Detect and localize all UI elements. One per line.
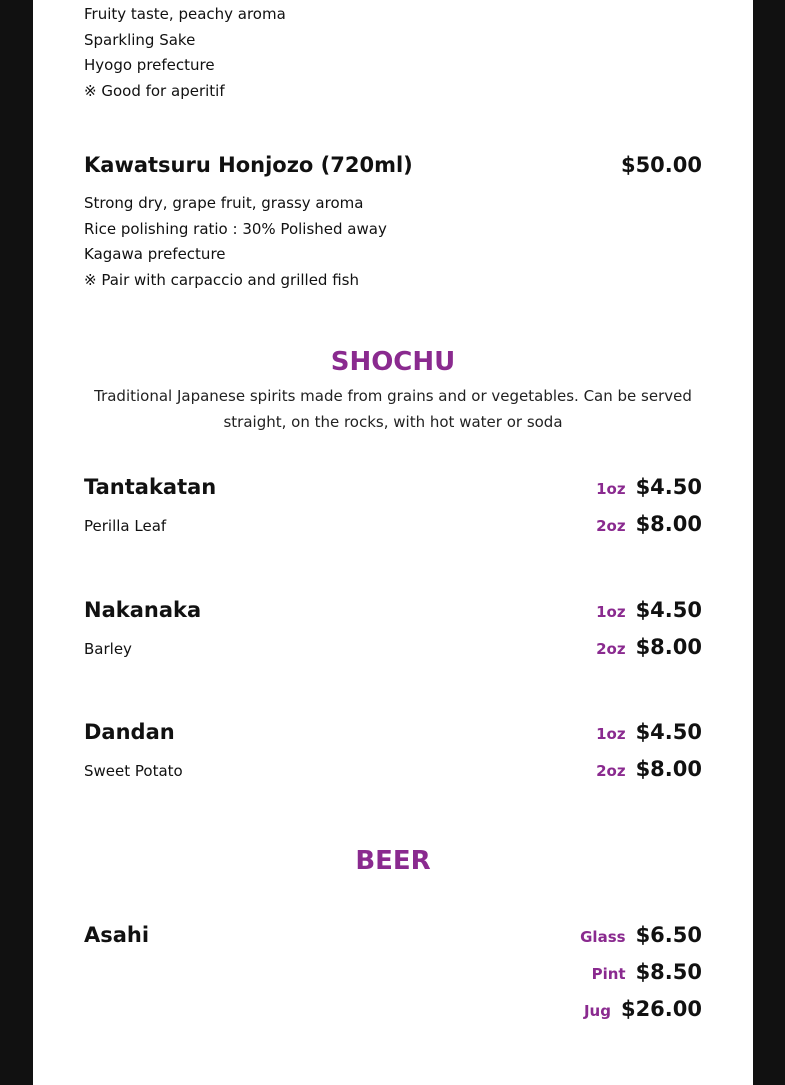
desc-line: Sparkling Sake bbox=[84, 30, 196, 49]
size-label: Pint bbox=[591, 965, 626, 983]
size-label: 1oz bbox=[596, 603, 626, 621]
size-label: 2oz bbox=[596, 517, 626, 535]
desc-line: Strong dry, grape fruit, grassy aroma bbox=[84, 194, 364, 212]
size-label: Glass bbox=[580, 928, 626, 946]
price-row bbox=[596, 473, 702, 501]
menu-panel bbox=[33, 0, 753, 1085]
desc-line: Fruity taste, peachy aroma bbox=[84, 5, 286, 23]
item-subtitle: Perilla Leaf bbox=[84, 517, 167, 535]
size-price: $4.50 bbox=[635, 598, 702, 622]
size-price: $4.50 bbox=[635, 720, 702, 744]
price-row bbox=[584, 995, 702, 1023]
desc-line: Kagawa prefecture bbox=[84, 245, 226, 263]
price-row bbox=[580, 921, 702, 949]
size-price: $4.50 bbox=[635, 475, 702, 499]
price-row bbox=[596, 755, 702, 783]
desc-line: ※ Good for aperitif bbox=[84, 81, 225, 100]
item-price: $50.00 bbox=[620, 153, 702, 177]
size-price: $8.00 bbox=[635, 757, 702, 781]
size-price: $8.00 bbox=[635, 512, 702, 536]
price-row bbox=[596, 510, 702, 538]
price-row bbox=[596, 633, 702, 661]
price-row bbox=[596, 718, 702, 746]
size-price: $8.00 bbox=[635, 635, 702, 659]
desc-line: ※ Pair with carpaccio and grilled fish bbox=[84, 270, 359, 289]
item-name: Tantakatan bbox=[84, 475, 217, 499]
size-label: 1oz bbox=[596, 725, 626, 743]
item-description bbox=[84, 191, 387, 293]
size-label: 2oz bbox=[596, 762, 626, 780]
section-description: Traditional Japanese spirits made from grains and or vegetables. Can be served straight, on the rocks, with hot water or soda bbox=[94, 387, 692, 431]
section-beer bbox=[84, 845, 702, 1045]
desc-line: Hyogo prefecture bbox=[84, 56, 215, 74]
menu-item-dandan bbox=[84, 718, 702, 788]
item-subtitle: Sweet Potato bbox=[84, 762, 183, 780]
menu-item-tantakatan bbox=[84, 473, 702, 543]
price-row bbox=[592, 958, 702, 986]
item-name: Nakanaka bbox=[84, 598, 202, 622]
item-subtitle: Barley bbox=[84, 640, 132, 658]
size-label: 1oz bbox=[596, 480, 626, 498]
item-name: Kawatsuru Honjozo (720ml) bbox=[84, 153, 413, 177]
section-shochu bbox=[84, 346, 702, 786]
size-price: $8.50 bbox=[635, 960, 702, 984]
size-label: 2oz bbox=[596, 640, 626, 658]
item-name: Dandan bbox=[84, 720, 175, 744]
section-title: SHOCHU bbox=[330, 347, 456, 377]
desc-line: Rice polishing ratio : 30% Polished away bbox=[84, 219, 387, 238]
section-title: BEER bbox=[355, 846, 431, 876]
size-price: $26.00 bbox=[620, 997, 702, 1021]
size-price: $6.50 bbox=[635, 923, 702, 947]
menu-item-nakanaka bbox=[84, 596, 702, 666]
menu-item-kawatsuru bbox=[84, 151, 702, 301]
price-row bbox=[596, 596, 702, 624]
sake-description bbox=[84, 2, 702, 104]
menu-item-asahi bbox=[84, 921, 702, 1031]
size-label: Jug bbox=[583, 1002, 611, 1020]
item-name: Asahi bbox=[84, 923, 150, 947]
